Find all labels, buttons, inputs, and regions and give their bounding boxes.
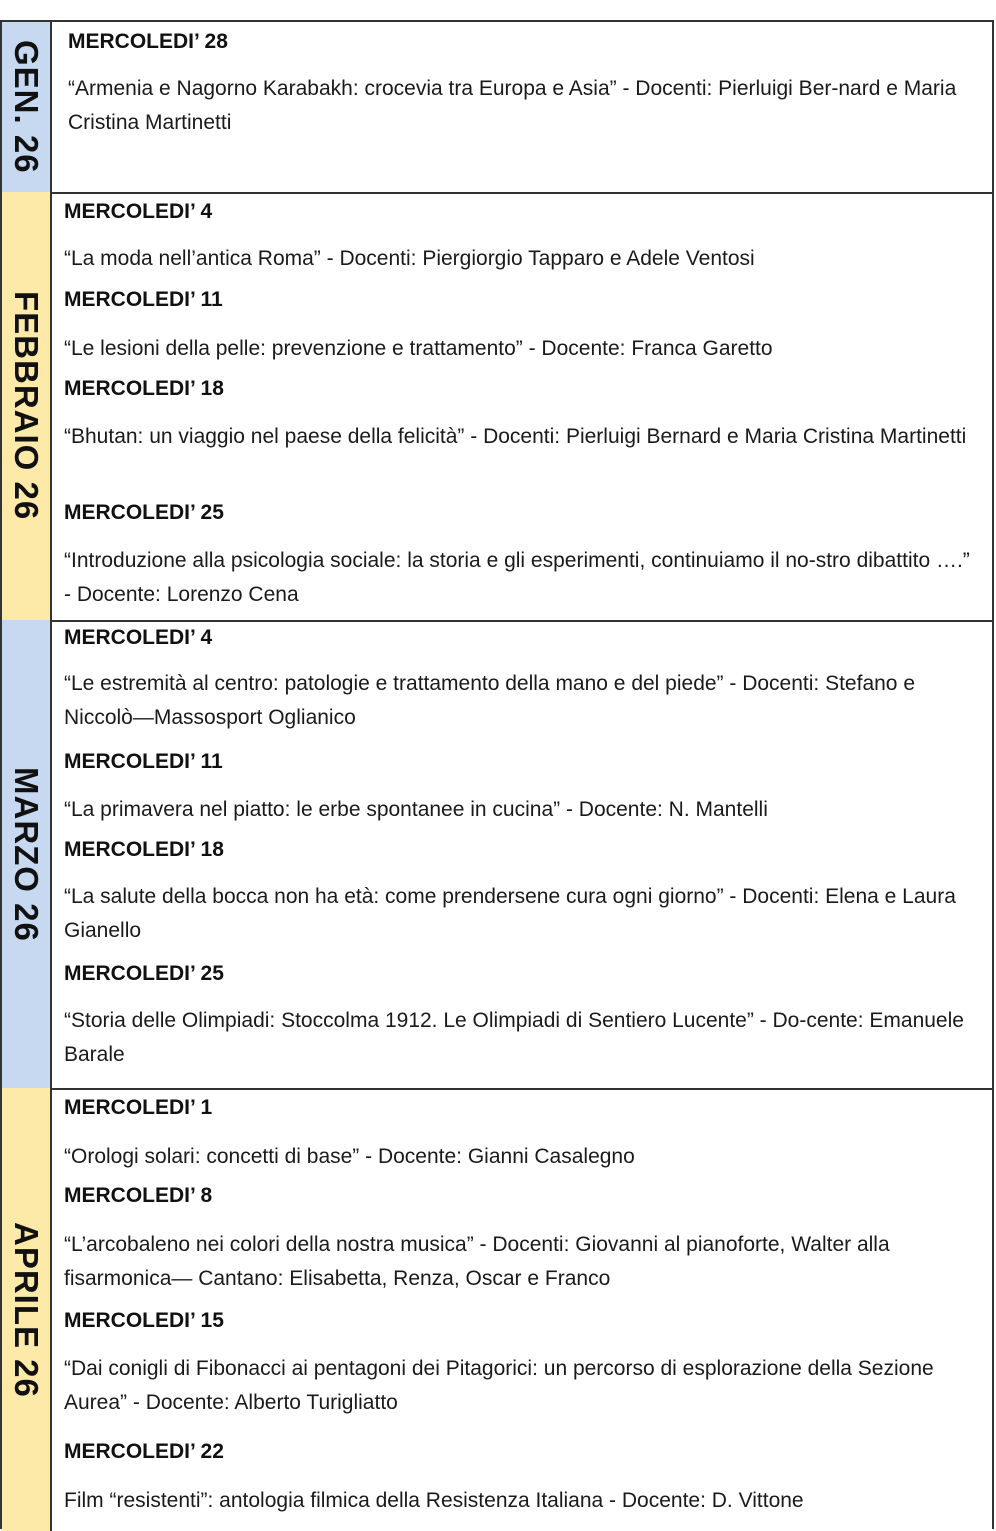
month-row-aprile bbox=[2, 1088, 992, 1531]
event-date: MERCOLEDI’ 25 bbox=[64, 962, 224, 985]
event-date: MERCOLEDI’ 1 bbox=[64, 1096, 213, 1119]
event-description: “Introduzione alla psicologia sociale: la storia e gli esperimenti, continuiamo il no-stro dibattito ….” - Docente: Lorenzo Cena bbox=[64, 549, 970, 606]
month-label: APRILE 26 bbox=[8, 1221, 45, 1398]
month-label-cell bbox=[2, 620, 52, 1088]
event-date: MERCOLEDI’ 28 bbox=[68, 30, 228, 53]
month-label-cell bbox=[2, 22, 52, 192]
event-date: MERCOLEDI’ 25 bbox=[64, 501, 224, 524]
event-date: MERCOLEDI’ 11 bbox=[64, 750, 223, 773]
event-date: MERCOLEDI’ 11 bbox=[64, 288, 223, 311]
event-description: “Le estremità al centro: patologie e trattamento della mano e del piede” - Docenti: Stefano e Niccolò—Massosport Oglianico bbox=[64, 672, 915, 729]
event-description: “Storia delle Olimpiadi: Stoccolma 1912. Le Olimpiadi di Sentiero Lucente” - Do-cente: Emanuele Barale bbox=[64, 1009, 964, 1066]
month-events bbox=[52, 1088, 992, 1531]
event-description: “La salute della bocca non ha età: come prendersene cura ogni giorno” - Docenti: Elena e Laura Gianello bbox=[64, 885, 956, 942]
event-description: “Bhutan: un viaggio nel paese della felicità” - Docenti: Pierluigi Bernard e Maria Cristina Martinetti bbox=[64, 425, 967, 448]
month-events bbox=[52, 192, 992, 620]
event-description: Film “resistenti”: antologia filmica della Resistenza Italiana - Docente: D. Vittone bbox=[64, 1489, 804, 1512]
event-date: MERCOLEDI’ 8 bbox=[64, 1184, 213, 1207]
event-description: “La primavera nel piatto: le erbe spontanee in cucina” - Docente: N. Mantelli bbox=[64, 798, 768, 821]
month-label-cell bbox=[2, 192, 52, 620]
event-date: MERCOLEDI’ 4 bbox=[64, 200, 213, 223]
month-label: FEBBRAIO 26 bbox=[8, 291, 45, 521]
month-label: GEN. 26 bbox=[8, 40, 45, 174]
schedule-table bbox=[0, 20, 994, 1529]
event-description: “Orologi solari: concetti di base” - Docente: Gianni Casalegno bbox=[64, 1145, 635, 1168]
month-row-febbraio bbox=[2, 192, 992, 622]
event-date: MERCOLEDI’ 22 bbox=[64, 1440, 224, 1463]
month-row-marzo bbox=[2, 620, 992, 1090]
month-row-gennaio bbox=[2, 22, 992, 194]
event-description: “L’arcobaleno nei colori della nostra musica” - Docenti: Giovanni al pianoforte, Walter alla fisarmonica— Cantano: Elisabetta, Renza, Oscar e Franco bbox=[64, 1233, 890, 1290]
month-events bbox=[52, 620, 992, 1088]
month-events bbox=[52, 22, 992, 192]
event-date: MERCOLEDI’ 18 bbox=[64, 838, 224, 861]
event-description: “Dai conigli di Fibonacci ai pentagoni dei Pitagorici: un percorso di esplorazione della Sezione Aurea” - Docente: Alberto Turigliatto bbox=[64, 1357, 934, 1414]
event-date: MERCOLEDI’ 15 bbox=[64, 1309, 224, 1332]
event-date: MERCOLEDI’ 4 bbox=[64, 626, 213, 649]
event-description: “Armenia e Nagorno Karabakh: crocevia tra Europa e Asia” - Docenti: Pierluigi Ber-nard e Maria Cristina Martinetti bbox=[68, 77, 957, 134]
month-label: MARZO 26 bbox=[8, 766, 45, 942]
event-date: MERCOLEDI’ 18 bbox=[64, 377, 224, 400]
event-description: “Le lesioni della pelle: prevenzione e trattamento” - Docente: Franca Garetto bbox=[64, 337, 773, 360]
month-label-cell bbox=[2, 1088, 52, 1531]
event-description: “La moda nell’antica Roma” - Docenti: Piergiorgio Tapparo e Adele Ventosi bbox=[64, 247, 755, 270]
